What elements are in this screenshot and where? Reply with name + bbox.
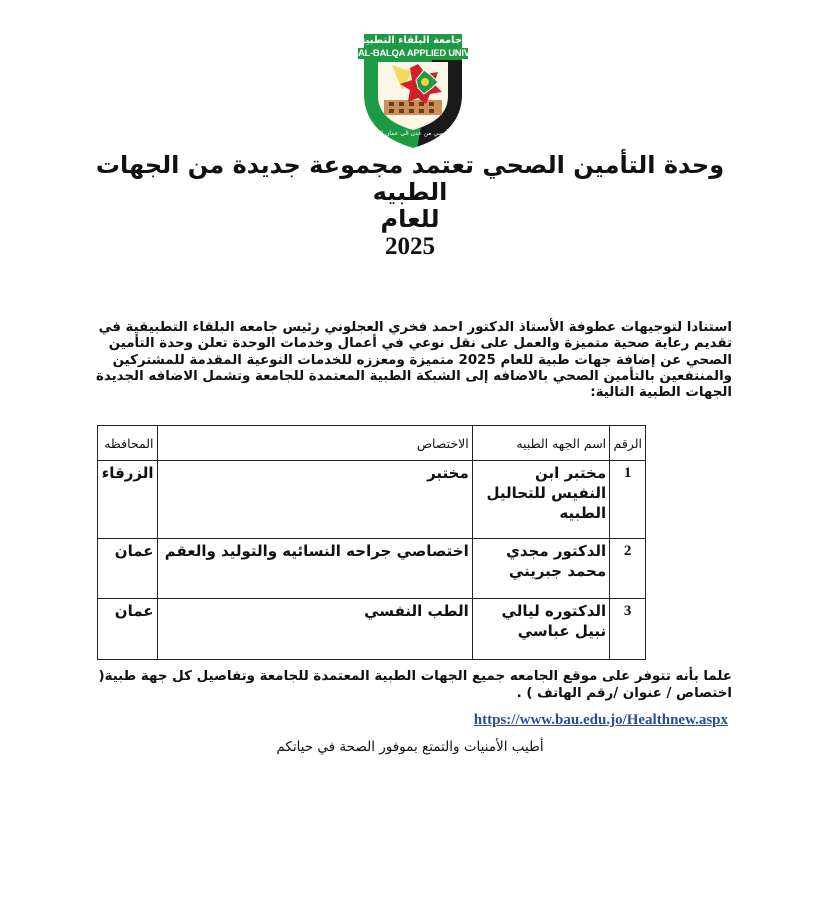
row-name: الدكتوره ليالي نبيل عباسي	[472, 599, 609, 660]
row-specialty: الطب النفسي	[157, 599, 472, 660]
header-number: الرقم	[610, 426, 646, 461]
medical-entities-table	[97, 425, 646, 660]
row-number: 2	[610, 539, 646, 599]
title-year: 2025	[385, 233, 435, 260]
row-specialty: مختبر	[157, 461, 472, 539]
header-specialty: الاختصاص	[157, 426, 472, 461]
logo-english-name: AL-BALQA APPLIED UNIVERSITY	[358, 48, 503, 59]
row-name: الدكتور مجدي محمد جبريني	[472, 539, 609, 599]
row-number: 1	[610, 461, 646, 539]
row-governorate: عمان	[98, 539, 158, 599]
row-name: مختبر ابن النفيس للتحاليل الطبيه	[472, 461, 609, 539]
logo-arabic-name: جامعة البلقاء التطبيقية	[348, 35, 462, 46]
availability-note: علما بأنه تتوفر على موقع الجامعه جميع الجهات الطبية المعتمدة للجامعة وتفاصيل كل جهة طبية( اختصاص / عنوان /رقم الهاتف ) .	[98, 669, 732, 701]
closing-wishes: أطيب الأمنيات والتمتع بموفور الصحة في حياتكم	[276, 739, 544, 755]
header-governorate: المحافظه	[98, 426, 158, 461]
row-governorate: الزرقاء	[98, 461, 158, 539]
table-row	[98, 461, 646, 539]
row-specialty: اختصاصي جراحه النسائيه والتوليد والعقم	[157, 539, 472, 599]
header-name: اسم الجهه الطبيه	[472, 426, 609, 461]
page-title	[90, 152, 730, 261]
star-center	[421, 78, 429, 86]
university-logo	[348, 32, 503, 150]
health-network-link[interactable]: https://www.bau.edu.jo/Healthnew.aspx	[473, 712, 728, 728]
intro-paragraph: استنادا لتوجيهات عطوفة الأستاذ الدكتور احمد فخري العجلوني رئيس جامعه البلقاء التطبيقية في تقديم رعاية صحية متميزة والعمل على نقل نوعي في أعمال وخدمات الوحدة تعلن وحدة التأمين الصحي عن إضافة جهات طبية للعام 2025 متميزة ومعززه للخدمات النوعية المقدمة للمشتركين والمنتفعين بالتأمين الصحي بالاضافه إلى الشبكة الطبية المعتمدة للجامعة وتشمل الاضافه الجديدة الجهات الطبية التالية:	[96, 320, 732, 401]
title-line-2: للعام	[380, 205, 440, 233]
table-row	[98, 539, 646, 599]
row-governorate: عمان	[98, 599, 158, 660]
table-header-row	[98, 426, 646, 461]
table-row	[98, 599, 646, 660]
row-number: 3	[610, 599, 646, 660]
logo-motto: أوصي من عدن الى عمان البلقاء	[368, 130, 448, 137]
title-line-1: وحدة التأمين الصحي تعتمد مجموعة جديدة من الجهات الطبيه	[95, 151, 725, 206]
